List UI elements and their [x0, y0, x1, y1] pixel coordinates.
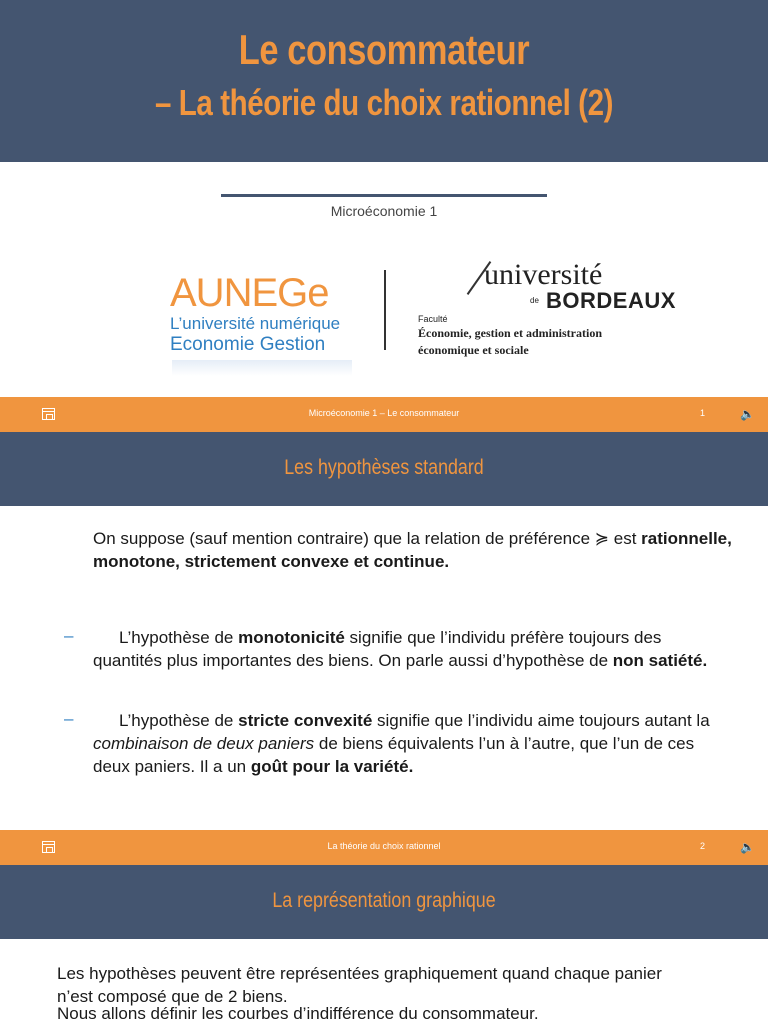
bullet-text: L’hypothèse de: [119, 628, 239, 647]
bullet-text: signifie que l’individu aime toujours autant la: [372, 711, 710, 730]
bordeaux-name: BORDEAUX: [546, 288, 676, 313]
slide-footer-2: [0, 830, 768, 865]
bullet-marker: –: [64, 709, 74, 728]
bullet-text: de biens équivalents l’un à l’autre, que l’un de ces deux paniers. Il a un: [93, 734, 695, 776]
footer-text: La théorie du choix rationnel: [327, 841, 441, 851]
section-title: Les hypothèses standard: [284, 456, 484, 479]
cut-off-text: Nous allons définir les courbes d’indifférence du consommateur.: [57, 1004, 539, 1023]
bullet-marker: –: [64, 626, 74, 645]
section-title: La représentation graphique: [272, 889, 496, 912]
bullet-bold: goût pour la variété.: [250, 757, 414, 776]
bordeaux-faculty-line-1: Économie, gestion et administration: [418, 326, 602, 340]
page-subtitle: – La théorie du choix rationnel (2): [154, 82, 614, 123]
bordeaux-universite: université: [484, 258, 603, 291]
speaker-icon[interactable]: 🔈: [740, 840, 755, 854]
intro-paragraph: [93, 527, 733, 573]
page-number: 2: [700, 841, 706, 851]
aunege-wordmark: AUNEGe: [170, 271, 329, 315]
course-name: Microéconomie 1: [330, 203, 438, 219]
bullet-monotonicite: [93, 626, 733, 672]
intro-text: On suppose (sauf mention contraire) que la relation de préférence ≽ est: [93, 529, 642, 548]
bullet-italic: combinaison de deux paniers: [93, 734, 315, 753]
bullet-text: L’hypothèse de: [119, 711, 239, 730]
bordeaux-faculte: Faculté: [418, 314, 448, 324]
page-title: Le consommateur: [238, 26, 530, 73]
cut-off-line: [57, 1004, 697, 1024]
section-header-hypotheses: [0, 432, 768, 506]
aunege-tagline-2: Economie Gestion: [170, 334, 326, 355]
bordeaux-faculty-line-2: économique et sociale: [418, 343, 529, 357]
logo-separator: [384, 270, 386, 350]
bullet-bold: non satiété.: [612, 651, 708, 670]
course-divider: [221, 194, 547, 197]
aunege-tagline-1: L’université numérique: [170, 314, 341, 333]
representation-paragraph: Les hypothèses peuvent être représentées graphiquement quand chaque panier n’est composé que de 2 biens.: [57, 964, 662, 1006]
slide-footer-1: [0, 397, 768, 432]
speaker-icon[interactable]: 🔈: [740, 407, 755, 421]
bullet-convexite: [93, 709, 733, 778]
intro-bold: rationnelle, monotone, strictement convexe et continue.: [93, 529, 732, 571]
footer-text: Microéconomie 1 – Le consommateur: [308, 408, 460, 418]
title-band: [0, 0, 768, 162]
bordeaux-de: de: [530, 296, 539, 305]
aunege-logo: [170, 272, 360, 356]
aunege-reflection: [172, 360, 352, 376]
section-header-representation: [0, 865, 768, 939]
bullet-bold: stricte convexité: [238, 711, 373, 730]
page-number: 1: [700, 408, 706, 418]
bullet-text: signifie que l’individu préfère toujours des quantités plus importantes des biens. On parle aussi d’hypothèse de: [93, 628, 662, 670]
bullet-bold: monotonicité: [238, 628, 345, 647]
